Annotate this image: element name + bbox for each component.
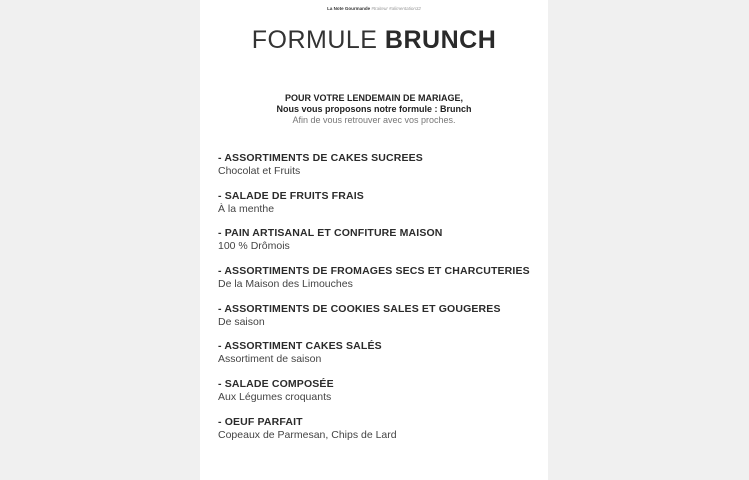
title-bold: BRUNCH	[384, 26, 497, 54]
menu-item	[218, 340, 538, 378]
title-light: FORMULE	[251, 26, 378, 54]
menu-item-desc: Copeaux de Parmesan, Chips de Lard	[218, 428, 397, 441]
brand-line	[200, 6, 548, 11]
menu-list	[218, 152, 538, 454]
menu-item-title: - PAIN ARTISANAL ET CONFITURE MAISON	[218, 227, 443, 240]
menu-item-desc: À la menthe	[218, 202, 275, 215]
menu-item	[218, 265, 538, 303]
menu-item-title: - ASSORTIMENTS DE COOKIES SALES ET GOUGERES	[218, 302, 501, 315]
menu-item-desc: Chocolat et Fruits	[218, 165, 301, 177]
menu-item	[218, 378, 538, 416]
menu-item-desc: Assortiment de saison	[218, 353, 322, 366]
intro-line-3: Afin de vous retrouver avec vos proches.	[292, 115, 456, 125]
menu-item-desc: De saison	[218, 315, 265, 328]
brand-tag: #traiteur #alimentation32	[371, 6, 421, 11]
page-title	[200, 26, 548, 55]
menu-item-title: - SALADE DE FRUITS FRAIS	[218, 189, 364, 202]
menu-item-title: - SALADE COMPOSÉE	[218, 378, 334, 391]
intro-line-1: POUR VOTRE LENDEMAIN DE MARIAGE,	[284, 93, 463, 103]
menu-item-title: - OEUF PARFAIT	[218, 415, 303, 428]
intro-line-2: Nous vous proposons notre formule : Brunch	[276, 104, 472, 114]
menu-item-title: - ASSORTIMENT CAKES SALÉS	[218, 340, 382, 353]
menu-item	[218, 152, 538, 190]
menu-item	[218, 190, 538, 228]
menu-item-title: - ASSORTIMENTS DE FROMAGES SECS ET CHARCUTERIES	[218, 265, 530, 278]
brand-name: La Note Gourmande	[327, 6, 371, 11]
menu-item-title: - ASSORTIMENTS DE CAKES SUCREES	[218, 152, 423, 164]
menu-item-desc: 100 % Drômois	[218, 240, 290, 253]
document-page	[200, 0, 548, 480]
menu-item	[218, 303, 538, 341]
menu-item	[218, 416, 538, 454]
menu-item-desc: De la Maison des Limouches	[218, 278, 353, 291]
intro-block	[200, 93, 548, 126]
menu-item-desc: Aux Légumes croquants	[218, 391, 332, 404]
menu-item	[218, 227, 538, 265]
